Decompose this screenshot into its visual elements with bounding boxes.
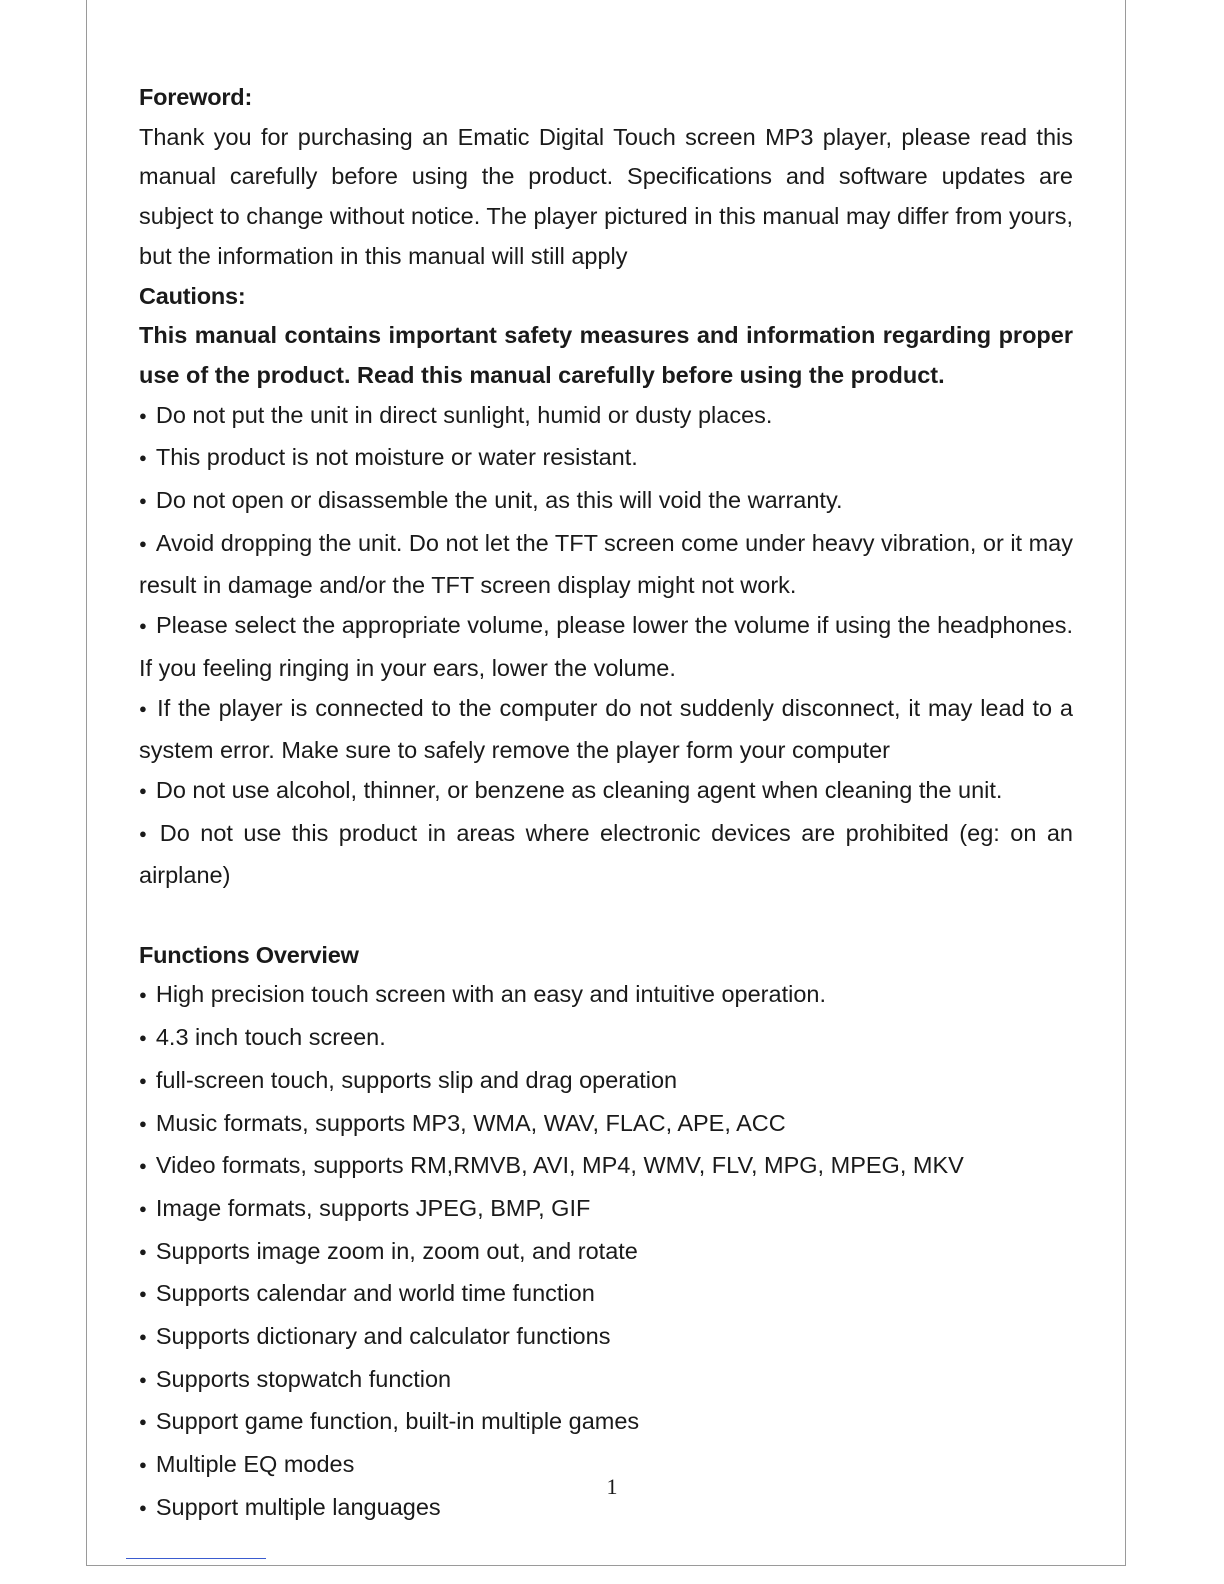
caution-item: ● Do not use alcohol, thinner, or benzene as cleaning agent when cleaning the unit.: [139, 777, 1002, 803]
function-item: ● Support game function, built-in multiple games: [139, 1408, 639, 1434]
page-number: 1: [606, 1474, 618, 1499]
caution-item: ● Please select the appropriate volume, please lower the volume if using the headphones. If you feeling ringing in your ears, lower the volume.: [139, 612, 1073, 681]
function-item: ● full-screen touch, supports slip and drag operation: [139, 1067, 677, 1093]
caution-item: ● Do not open or disassemble the unit, as this will void the warranty.: [139, 487, 843, 513]
caution-item-wrapper: [139, 524, 1073, 606]
footnote-divider: [126, 1558, 266, 1559]
functions-heading: Functions Overview: [139, 941, 359, 968]
function-item: ● Supports calendar and world time function: [139, 1280, 595, 1306]
function-item: ● Image formats, supports JPEG, BMP, GIF: [139, 1195, 590, 1221]
cautions-heading: Cautions:: [139, 282, 246, 309]
foreword-heading: Foreword:: [139, 84, 253, 110]
function-item: ● Multiple EQ modes: [139, 1451, 354, 1477]
function-item: ● Video formats, supports RM,RMVB, AVI, MP4, WMV, FLV, MPG, MPEG, MKV: [139, 1152, 964, 1178]
function-item: ● Supports stopwatch function: [139, 1366, 451, 1392]
cautions-intro: This manual contains important safety measures and information regarding proper use of the product. Read this manual carefully before using the product.: [139, 322, 1073, 388]
caution-item: ● Avoid dropping the unit. Do not let the TFT screen come under heavy vibration, or it may result in damage and/or the TFT screen display might not work.: [139, 530, 1073, 599]
section-spacer: [139, 896, 1073, 936]
function-item: ● 4.3 inch touch screen.: [139, 1024, 386, 1050]
caution-item: ● Do not use this product in areas where electronic devices are prohibited (eg: on an airplane): [139, 820, 1073, 889]
function-item: ● Support multiple languages: [139, 1494, 441, 1520]
caution-item: ● If the player is connected to the computer do not suddenly disconnect, it may lead to a system error. Make sure to safely remove the player form your computer: [139, 695, 1073, 764]
function-item: ● Supports image zoom in, zoom out, and rotate: [139, 1238, 638, 1264]
function-item: ● High precision touch screen with an easy and intuitive operation.: [139, 981, 826, 1007]
caution-item: ● Do not put the unit in direct sunlight, humid or dusty places.: [139, 402, 772, 428]
caution-item: ● This product is not moisture or water resistant.: [139, 444, 638, 470]
page-content: [139, 78, 1073, 1531]
function-item: ● Music formats, supports MP3, WMA, WAV, FLAC, APE, ACC: [139, 1110, 786, 1136]
foreword-text: Thank you for purchasing an Ematic Digital Touch screen MP3 player, please read this manual carefully before using the product. Specifications and software updates are subject to change without notice. The player pictured in this manual may differ from yours, but the information in this manual will still apply: [139, 123, 1073, 269]
function-item: ● Supports dictionary and calculator functions: [139, 1323, 610, 1349]
